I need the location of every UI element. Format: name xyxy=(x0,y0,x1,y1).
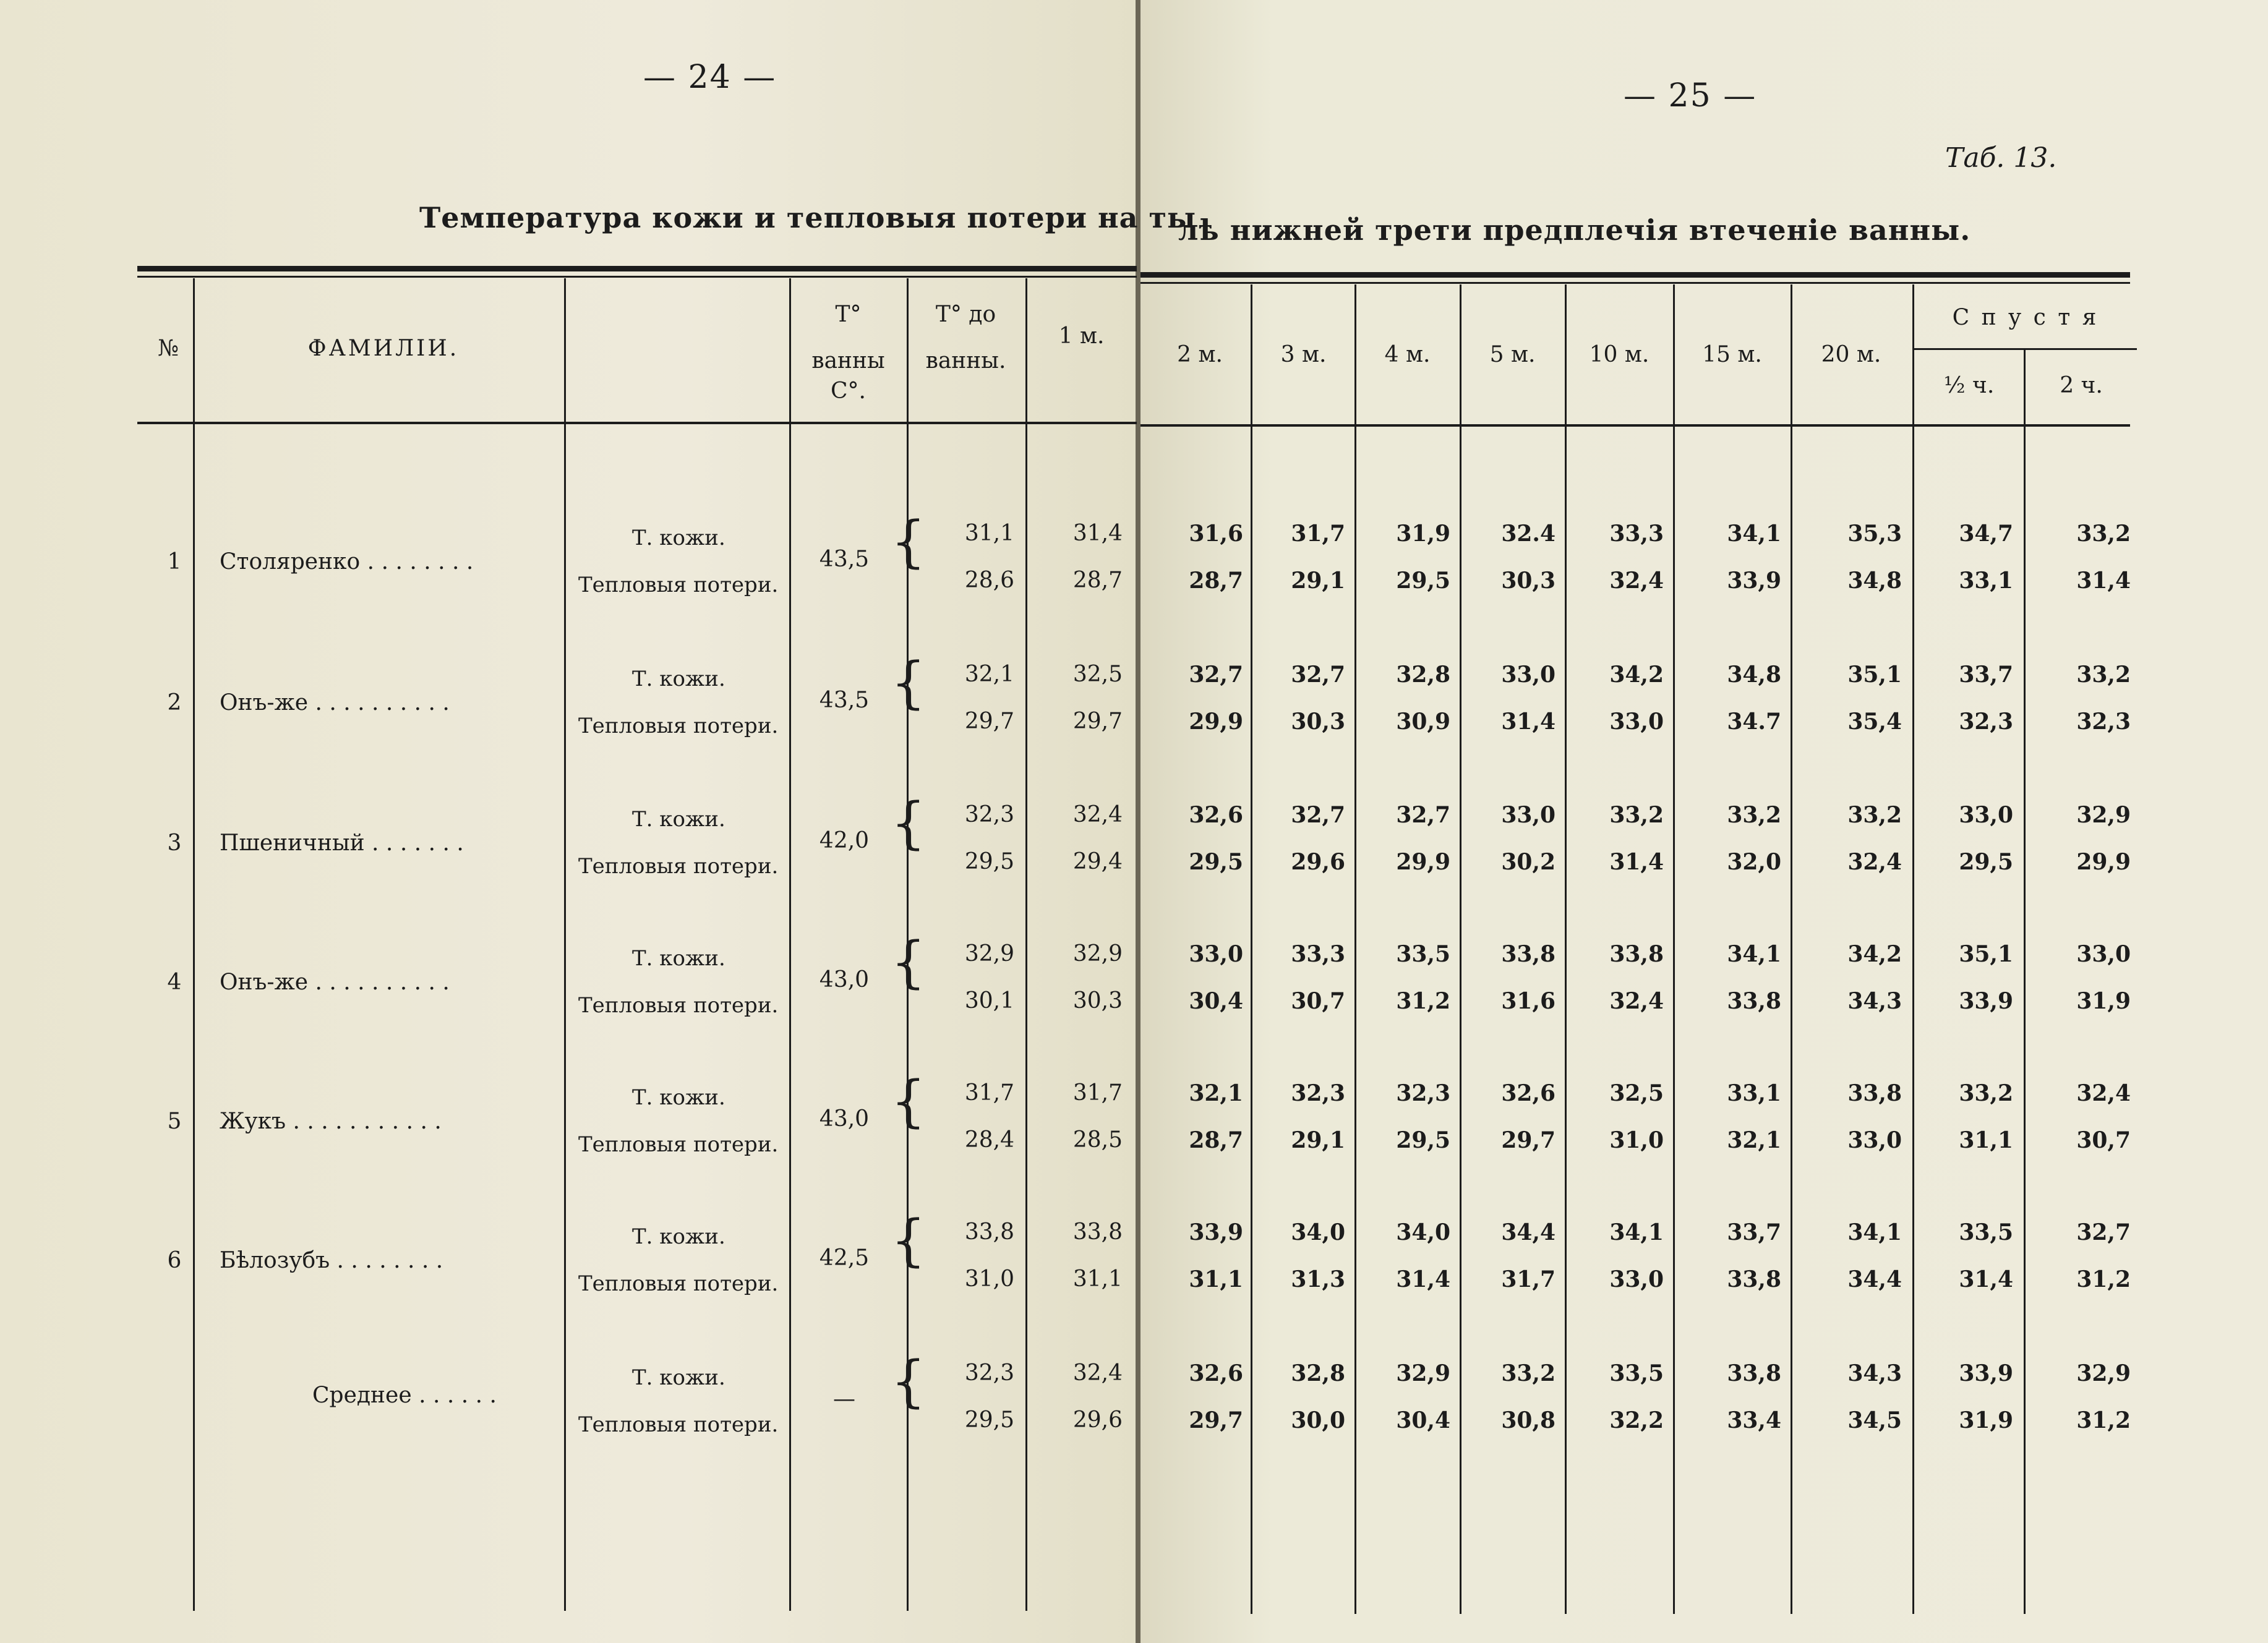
header-10m: 10 м. xyxy=(1589,342,1650,367)
loss-value: 34,8 xyxy=(1847,568,1902,594)
skin-value: 33,8 xyxy=(1072,1219,1123,1245)
loss-value: 28,7 xyxy=(1189,1127,1243,1153)
header-after: С п у с т я xyxy=(1952,305,2099,330)
label-skin: Т. кожи. xyxy=(632,807,725,832)
header-2m: 2 м. xyxy=(1177,342,1223,367)
loss-value: 31,1 xyxy=(1959,1127,2013,1153)
loss-value: 30,3 xyxy=(1072,988,1123,1014)
skin-value: 34,8 xyxy=(1727,662,1781,688)
col-line xyxy=(2024,350,2026,1614)
loss-value: 29,6 xyxy=(1072,1407,1123,1433)
top-rule-left-thin xyxy=(137,276,1137,278)
skin-value: 33,1 xyxy=(1727,1080,1781,1106)
loss-value: 31,7 xyxy=(1501,1266,1556,1292)
loss-value: 31,0 xyxy=(964,1266,1014,1292)
bath-temperature: 43,0 xyxy=(819,1106,870,1132)
header-half-hour: ½ ч. xyxy=(1943,373,1995,398)
header-two-hours: 2 ч. xyxy=(2060,373,2103,398)
skin-value: 34,7 xyxy=(1959,521,2013,547)
col-line xyxy=(1673,284,1675,1614)
loss-value: 33,0 xyxy=(1609,1266,1664,1292)
loss-value: 31,2 xyxy=(2076,1266,2131,1292)
loss-value: 29,5 xyxy=(1959,849,2013,875)
loss-value: 29,7 xyxy=(1501,1127,1556,1153)
skin-value: 35,1 xyxy=(1959,941,2013,967)
top-rule-right-thin xyxy=(1140,282,2130,284)
skin-value: 33,0 xyxy=(1501,802,1556,828)
skin-value: 33,8 xyxy=(1847,1080,1902,1106)
loss-value: 30,1 xyxy=(964,988,1014,1014)
loss-value: 29,7 xyxy=(1072,709,1123,734)
label-skin: Т. кожи. xyxy=(632,1365,725,1390)
brace: { xyxy=(891,1349,926,1414)
row-name: Бѣлозубъ . . . . . . . . xyxy=(220,1248,443,1273)
skin-value: 33,0 xyxy=(1959,802,2013,828)
skin-value: 32,8 xyxy=(1396,662,1450,688)
loss-value: 33,9 xyxy=(1727,568,1781,594)
loss-value: 31,9 xyxy=(2076,988,2131,1014)
skin-value: 33,0 xyxy=(2076,941,2131,967)
loss-value: 30,8 xyxy=(1501,1407,1556,1433)
loss-value: 29,6 xyxy=(1291,849,1345,875)
loss-value: 29,1 xyxy=(1291,568,1345,594)
loss-value: 29,5 xyxy=(1396,1127,1450,1153)
skin-value: 32,6 xyxy=(1189,802,1243,828)
loss-value: 29,5 xyxy=(1396,568,1450,594)
loss-value: 31,1 xyxy=(1189,1266,1243,1292)
skin-value: 32,9 xyxy=(964,941,1014,967)
skin-value: 32,3 xyxy=(964,1360,1014,1386)
loss-value: 31,4 xyxy=(1501,709,1556,735)
skin-value: 31,7 xyxy=(964,1080,1014,1106)
brace: { xyxy=(891,1069,926,1134)
header-5m: 5 м. xyxy=(1489,342,1536,367)
top-rule-right-thick xyxy=(1140,272,2130,278)
loss-value: 32,4 xyxy=(1609,568,1664,594)
skin-value: 33,8 xyxy=(1727,1360,1781,1386)
skin-value: 33,9 xyxy=(1959,1360,2013,1386)
skin-value: 33,3 xyxy=(1609,521,1664,547)
loss-value: 28,7 xyxy=(1189,568,1243,594)
loss-value: 31,4 xyxy=(2076,568,2131,594)
bath-temperature: 43,5 xyxy=(819,688,870,713)
header-rule-left xyxy=(137,422,1137,424)
col-line xyxy=(1460,284,1461,1614)
skin-value: 32.4 xyxy=(1501,521,1556,547)
col-line xyxy=(1791,284,1792,1614)
left-page-number: — 24 — xyxy=(643,59,777,96)
header-3m: 3 м. xyxy=(1280,342,1327,367)
header-bath-temp-1: T° xyxy=(835,302,862,327)
loss-value: 31,3 xyxy=(1291,1266,1345,1292)
loss-value: 33,0 xyxy=(1609,709,1664,735)
skin-value: 34,1 xyxy=(1609,1219,1664,1245)
loss-value: 31,0 xyxy=(1609,1127,1664,1153)
header-no: № xyxy=(157,336,179,361)
skin-value: 34,0 xyxy=(1291,1219,1345,1245)
row-number: 3 xyxy=(167,830,182,856)
label-heat-loss: Тепловыя потери. xyxy=(578,993,779,1018)
loss-value: 29,7 xyxy=(1189,1407,1243,1433)
top-rule-left-thick xyxy=(137,266,1137,271)
table-number: Таб. 13. xyxy=(1945,142,2057,174)
skin-value: 33,9 xyxy=(1189,1219,1243,1245)
skin-value: 32,9 xyxy=(2076,1360,2131,1386)
skin-value: 33,2 xyxy=(2076,662,2131,688)
label-skin: Т. кожи. xyxy=(632,526,725,550)
brace: { xyxy=(891,791,926,856)
loss-value: 29,9 xyxy=(1189,709,1243,735)
brace: { xyxy=(891,651,926,715)
label-heat-loss: Тепловыя потери. xyxy=(578,1132,779,1157)
loss-value: 28,5 xyxy=(1072,1127,1123,1153)
row-name: Пшеничный . . . . . . . xyxy=(220,830,464,856)
loss-value: 35,4 xyxy=(1847,709,1902,735)
loss-value: 30,3 xyxy=(1501,568,1556,594)
loss-value: 30,7 xyxy=(1291,988,1345,1014)
loss-value: 31,6 xyxy=(1501,988,1556,1014)
skin-value: 34,0 xyxy=(1396,1219,1450,1245)
header-15m: 15 м. xyxy=(1702,342,1762,367)
loss-value: 30,3 xyxy=(1291,709,1345,735)
skin-value: 33,0 xyxy=(1501,662,1556,688)
skin-value: 34,2 xyxy=(1609,662,1664,688)
skin-value: 33,0 xyxy=(1189,941,1243,967)
loss-value: 29,5 xyxy=(1189,849,1243,875)
header-4m: 4 м. xyxy=(1384,342,1431,367)
header-before-2: ванны. xyxy=(925,348,1006,373)
loss-value: 34,4 xyxy=(1847,1266,1902,1292)
skin-value: 35,3 xyxy=(1847,521,1902,547)
skin-value: 32,7 xyxy=(2076,1219,2131,1245)
loss-value: 30,2 xyxy=(1501,849,1556,875)
brace: { xyxy=(891,930,926,995)
skin-value: 33,8 xyxy=(964,1219,1014,1245)
loss-value: 31,2 xyxy=(2076,1407,2131,1433)
label-heat-loss: Тепловыя потери. xyxy=(578,1271,779,1296)
skin-value: 32,7 xyxy=(1396,802,1450,828)
loss-value: 34.7 xyxy=(1727,709,1781,735)
skin-value: 31,1 xyxy=(964,521,1014,546)
header-20m: 20 м. xyxy=(1821,342,1881,367)
skin-value: 32,3 xyxy=(1396,1080,1450,1106)
skin-value: 32,7 xyxy=(1291,662,1345,688)
loss-value: 30,9 xyxy=(1396,709,1450,735)
loss-value: 31,4 xyxy=(1609,849,1664,875)
book-gutter xyxy=(1136,0,1140,1643)
loss-value: 29,4 xyxy=(1072,849,1123,874)
col-line xyxy=(789,278,791,1611)
bath-temperature: — xyxy=(833,1386,855,1412)
loss-value: 29,5 xyxy=(964,1407,1014,1433)
row-number: 2 xyxy=(167,690,182,715)
row-number: 6 xyxy=(167,1248,182,1273)
loss-value: 31,4 xyxy=(1959,1266,2013,1292)
skin-value: 33,2 xyxy=(1847,802,1902,828)
skin-value: 33,8 xyxy=(1501,941,1556,967)
skin-value: 33,2 xyxy=(1727,802,1781,828)
loss-value: 31,2 xyxy=(1396,988,1450,1014)
loss-value: 34,5 xyxy=(1847,1407,1902,1433)
skin-value: 32,5 xyxy=(1609,1080,1664,1106)
skin-value: 32,8 xyxy=(1291,1360,1345,1386)
skin-value: 32,5 xyxy=(1072,662,1123,687)
loss-value: 32,4 xyxy=(1847,849,1902,875)
row-name: Онъ-же . . . . . . . . . . xyxy=(220,690,450,715)
skin-value: 32,3 xyxy=(964,802,1014,827)
brace: { xyxy=(891,1208,926,1273)
label-heat-loss: Тепловыя потери. xyxy=(578,1412,779,1437)
col-line xyxy=(1565,284,1567,1614)
skin-value: 33,5 xyxy=(1609,1360,1664,1386)
skin-value: 34,2 xyxy=(1847,941,1902,967)
loss-value: 29,9 xyxy=(2076,849,2131,875)
row-number: 4 xyxy=(167,970,182,995)
bath-temperature: 43,5 xyxy=(819,547,870,572)
label-skin: Т. кожи. xyxy=(632,1085,725,1110)
loss-value: 33,9 xyxy=(1959,988,2013,1014)
loss-value: 29,5 xyxy=(964,849,1014,874)
header-before-1: T° до xyxy=(935,302,996,327)
skin-value: 32,1 xyxy=(964,662,1014,687)
skin-value: 34,3 xyxy=(1847,1360,1902,1386)
skin-value: 31,4 xyxy=(1072,521,1123,546)
skin-value: 34,1 xyxy=(1847,1219,1902,1245)
skin-value: 31,7 xyxy=(1291,521,1345,547)
skin-value: 34,4 xyxy=(1501,1219,1556,1245)
header-bath-temp-2: ванны C°. xyxy=(811,348,885,404)
label-skin: Т. кожи. xyxy=(632,946,725,971)
skin-value: 33,2 xyxy=(1609,802,1664,828)
header-rule-right xyxy=(1140,424,2130,427)
col-line xyxy=(1354,284,1356,1614)
loss-value: 29,7 xyxy=(964,709,1014,734)
loss-value: 31,4 xyxy=(1396,1266,1450,1292)
label-heat-loss: Тепловыя потери. xyxy=(578,854,779,879)
loss-value: 32,0 xyxy=(1727,849,1781,875)
skin-value: 32,9 xyxy=(2076,802,2131,828)
col-line xyxy=(1025,278,1027,1611)
label-skin: Т. кожи. xyxy=(632,1224,725,1249)
right-page-number: — 25 — xyxy=(1624,77,1757,114)
bath-temperature: 43,0 xyxy=(819,967,870,992)
skin-value: 32,6 xyxy=(1189,1360,1243,1386)
row-number: 1 xyxy=(167,549,182,574)
loss-value: 33,1 xyxy=(1959,568,2013,594)
loss-value: 31,1 xyxy=(1072,1266,1123,1292)
skin-value: 31,7 xyxy=(1072,1080,1123,1106)
skin-value: 32,1 xyxy=(1189,1080,1243,1106)
loss-value: 34,3 xyxy=(1847,988,1902,1014)
skin-value: 32,3 xyxy=(1291,1080,1345,1106)
loss-value: 33,8 xyxy=(1727,1266,1781,1292)
skin-value: 31,9 xyxy=(1396,521,1450,547)
skin-value: 33,8 xyxy=(1609,941,1664,967)
skin-value: 33,2 xyxy=(1959,1080,2013,1106)
brace: { xyxy=(891,510,926,574)
skin-value: 32,4 xyxy=(1072,1360,1123,1386)
skin-value: 33,5 xyxy=(1396,941,1450,967)
title-right: лѣ нижней трети предплечія втеченіе ванны. xyxy=(1178,213,1971,247)
skin-value: 35,1 xyxy=(1847,662,1902,688)
loss-value: 30,4 xyxy=(1396,1407,1450,1433)
bath-temperature: 42,0 xyxy=(819,828,870,853)
loss-value: 32,1 xyxy=(1727,1127,1781,1153)
skin-value: 34,1 xyxy=(1727,941,1781,967)
loss-value: 30,0 xyxy=(1291,1407,1345,1433)
loss-value: 30,4 xyxy=(1189,988,1243,1014)
skin-value: 33,2 xyxy=(2076,521,2131,547)
loss-value: 28,4 xyxy=(964,1127,1014,1153)
title-left: Температура кожи и тепловыя потери на ты xyxy=(419,201,1197,234)
label-heat-loss: Тепловыя потери. xyxy=(578,573,779,597)
label-heat-loss: Тепловыя потери. xyxy=(578,714,779,738)
header-family: ФАМИЛІИ. xyxy=(307,336,460,361)
loss-value: 29,1 xyxy=(1291,1127,1345,1153)
loss-value: 33,8 xyxy=(1727,988,1781,1014)
loss-value: 32,2 xyxy=(1609,1407,1664,1433)
loss-value: 28,7 xyxy=(1072,568,1123,593)
skin-value: 33,5 xyxy=(1959,1219,2013,1245)
skin-value: 32,7 xyxy=(1189,662,1243,688)
label-skin: Т. кожи. xyxy=(632,667,725,691)
skin-value: 34,1 xyxy=(1727,521,1781,547)
col-line xyxy=(193,278,195,1611)
loss-value: 28,6 xyxy=(964,568,1014,593)
row-name: Жукъ . . . . . . . . . . . xyxy=(220,1109,442,1134)
loss-value: 31,9 xyxy=(1959,1407,2013,1433)
loss-value: 30,7 xyxy=(2076,1127,2131,1153)
row-name: Среднее . . . . . . xyxy=(312,1383,497,1408)
col-line xyxy=(1912,284,1914,1614)
skin-value: 33,3 xyxy=(1291,941,1345,967)
col-line xyxy=(564,278,566,1611)
loss-value: 33,0 xyxy=(1847,1127,1902,1153)
loss-value: 32,3 xyxy=(1959,709,2013,735)
skin-value: 33,2 xyxy=(1501,1360,1556,1386)
skin-value: 32,4 xyxy=(1072,802,1123,827)
row-name: Онъ-же . . . . . . . . . . xyxy=(220,970,450,995)
skin-value: 32,6 xyxy=(1501,1080,1556,1106)
skin-value: 31,6 xyxy=(1189,521,1243,547)
loss-value: 32,3 xyxy=(2076,709,2131,735)
row-name: Столяренко . . . . . . . . xyxy=(220,549,474,574)
skin-value: 32,9 xyxy=(1072,941,1123,967)
skin-value: 32,4 xyxy=(2076,1080,2131,1106)
loss-value: 32,4 xyxy=(1609,988,1664,1014)
bath-temperature: 42,5 xyxy=(819,1245,870,1271)
header-1m: 1 м. xyxy=(1058,323,1105,349)
skin-value: 33,7 xyxy=(1727,1219,1781,1245)
row-number: 5 xyxy=(167,1109,182,1134)
loss-value: 29,9 xyxy=(1396,849,1450,875)
skin-value: 32,7 xyxy=(1291,802,1345,828)
loss-value: 33,4 xyxy=(1727,1407,1781,1433)
skin-value: 32,9 xyxy=(1396,1360,1450,1386)
skin-value: 33,7 xyxy=(1959,662,2013,688)
after-subrule xyxy=(1914,348,2137,350)
